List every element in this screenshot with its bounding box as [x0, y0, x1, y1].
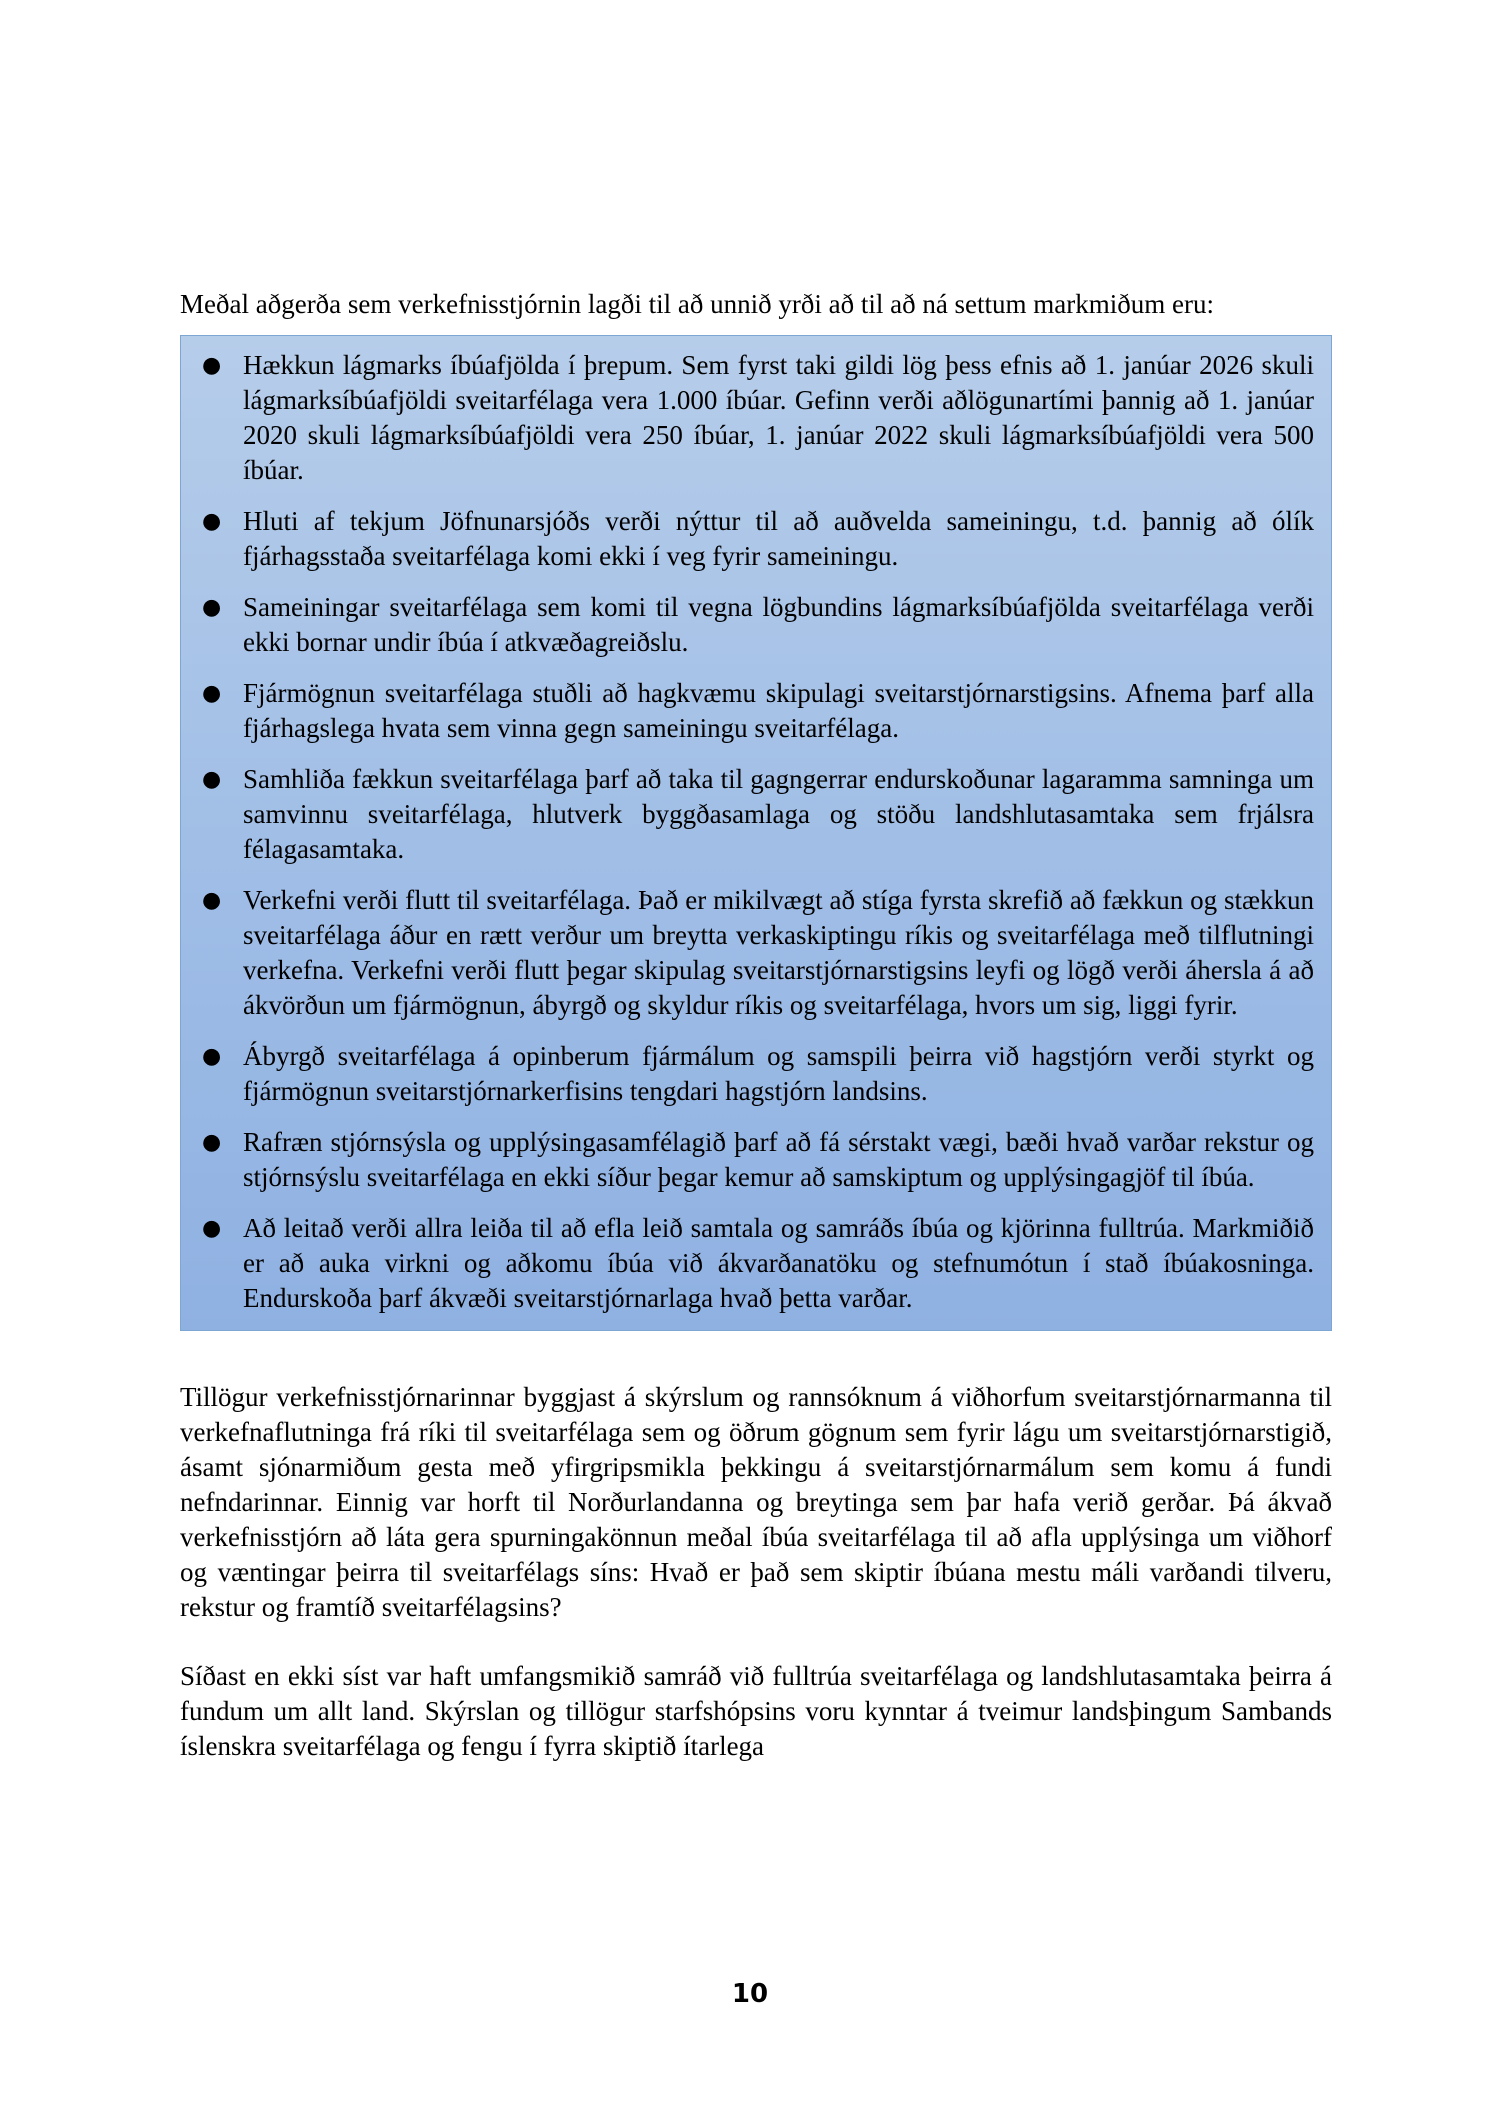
bullet-icon: ●: [202, 1130, 222, 1155]
list-item: [198, 1125, 1314, 1195]
measures-list: [198, 348, 1314, 1316]
list-item: [198, 762, 1314, 867]
body-paragraph: Síðast en ekki síst var haft umfangsmikið samráð við fulltrúa sveitarfélaga og landshlutasamtaka þeirra á fundum um allt land. Skýrslan og tillögur starfshópsins voru kynntar á tveimur landsþingum Sambands íslenskra sveitarfélaga og fengu í fyrra skiptið ítarlega: [180, 1661, 1332, 1761]
list-item: [198, 1039, 1314, 1109]
list-item-text: Samhliða fækkun sveitarfélaga þarf að taka til gagngerrar endurskoðunar lagaramma samninga um samvinnu sveitarfélaga, hlutverk byggðasamlaga og stöðu landshlutasamtaka sem frjálsra félagasamtaka.: [243, 764, 1314, 864]
body-paragraph: Tillögur verkefnisstjórnarinnar byggjast á skýrslum og rannsóknum á viðhorfum sveitarstjórnarmanna til verkefnaflutninga frá ríki til sveitarfélaga sem og öðrum gögnum sem fyrir lágu um sveitarstjórnarstigið, ásamt sjónarmiðum gesta með yfirgripsmikla þekkingu á sveitarstjórnarmálum sem komu á fundi nefndarinnar. Einnig var horft til Norðurlandanna og breytinga sem þar hafa verið gerðar. Þá ákvað verkefnisstjórn að láta gera spurningakönnun meðal íbúa sveitarfélaga til að afla upplýsinga um viðhorf og væntingar þeirra til sveitarfélags síns: Hvað er það sem skiptir íbúana mestu máli varðandi tilveru, rekstur og framtíð sveitarfélagsins?: [180, 1382, 1332, 1622]
list-item-text: Hækkun lágmarks íbúafjölda í þrepum. Sem fyrst taki gildi lög þess efnis að 1. janúar 2026 skuli lágmarksíbúafjöldi sveitarfélaga vera 1.000 íbúar. Gefinn verði aðlögunartími þannig að 1. janúar 2020 skuli lágmarksíbúafjöldi vera 250 íbúar, 1. janúar 2022 skuli lágmarksíbúafjöldi vera 500 íbúar.: [243, 350, 1314, 485]
list-item-text: Að leitað verði allra leiða til að efla leið samtala og samráðs íbúa og kjörinna fulltrúa. Markmiðið er að auka virkni og aðkomu íbúa við ákvarðanatöku og stefnumótun í stað íbúakosninga. Endurskoða þarf ákvæði sveitarstjórnarlaga hvað þetta varðar.: [243, 1213, 1314, 1313]
list-item-text: Verkefni verði flutt til sveitarfélaga. Það er mikilvægt að stíga fyrsta skrefið að fækkun og stækkun sveitarfélaga áður en rætt verður um breytta verkaskiptingu ríkis og sveitarfélaga með tilflutningi verkefna. Verkefni verði flutt þegar skipulag sveitarstjórnarstigsins leyfi og lögð verði áhersla á að ákvörðun um fjármögnun, ábyrgð og skyldur ríkis og sveitarfélaga, hvors um sig, liggi fyrir.: [243, 885, 1314, 1020]
list-item-text: Fjármögnun sveitarfélaga stuðli að hagkvæmu skipulagi sveitarstjórnarstigsins. Afnema þarf alla fjárhagslega hvata sem vinna gegn sameiningu sveitarfélaga.: [243, 678, 1314, 743]
bullet-icon: ●: [202, 509, 222, 534]
document-page: [180, 286, 1332, 1764]
bullet-icon: ●: [202, 595, 222, 620]
measures-box: [180, 335, 1332, 1331]
list-item-text: Sameiningar sveitarfélaga sem komi til vegna lögbundins lágmarksíbúafjölda sveitarfélaga verði ekki bornar undir íbúa í atkvæðagreiðslu.: [243, 592, 1314, 657]
list-item: [198, 883, 1314, 1023]
list-item: [198, 1211, 1314, 1316]
list-item: [198, 676, 1314, 746]
list-item-text: Rafræn stjórnsýsla og upplýsingasamfélagið þarf að fá sérstakt vægi, bæði hvað varðar rekstur og stjórnsýslu sveitarfélaga en ekki síður þegar kemur að samskiptum og upplýsingagjöf til íbúa.: [243, 1127, 1314, 1192]
list-item-text: Ábyrgð sveitarfélaga á opinberum fjármálum og samspili þeirra við hagstjórn verði styrkt og fjármögnun sveitarstjórnarkerfisins tengdari hagstjórn landsins.: [243, 1041, 1314, 1106]
bullet-icon: ●: [202, 767, 222, 792]
list-item: [198, 348, 1314, 488]
bullet-icon: ●: [202, 888, 222, 913]
bullet-icon: ●: [202, 1044, 222, 1069]
list-item-text: Hluti af tekjum Jöfnunarsjóðs verði nýttur til að auðvelda sameiningu, t.d. þannig að ólík fjárhagsstaða sveitarfélaga komi ekki í veg fyrir sameiningu.: [243, 506, 1314, 571]
bullet-icon: ●: [202, 681, 222, 706]
bullet-icon: ●: [202, 353, 222, 378]
list-item: [198, 504, 1314, 574]
list-item: [198, 590, 1314, 660]
intro-sentence: Meðal aðgerða sem verkefnisstjórnin lagði til að unnið yrði að til að ná settum markmiðum eru:: [180, 289, 1215, 319]
page-number: 10: [731, 1979, 769, 2009]
bullet-icon: ●: [202, 1216, 222, 1241]
